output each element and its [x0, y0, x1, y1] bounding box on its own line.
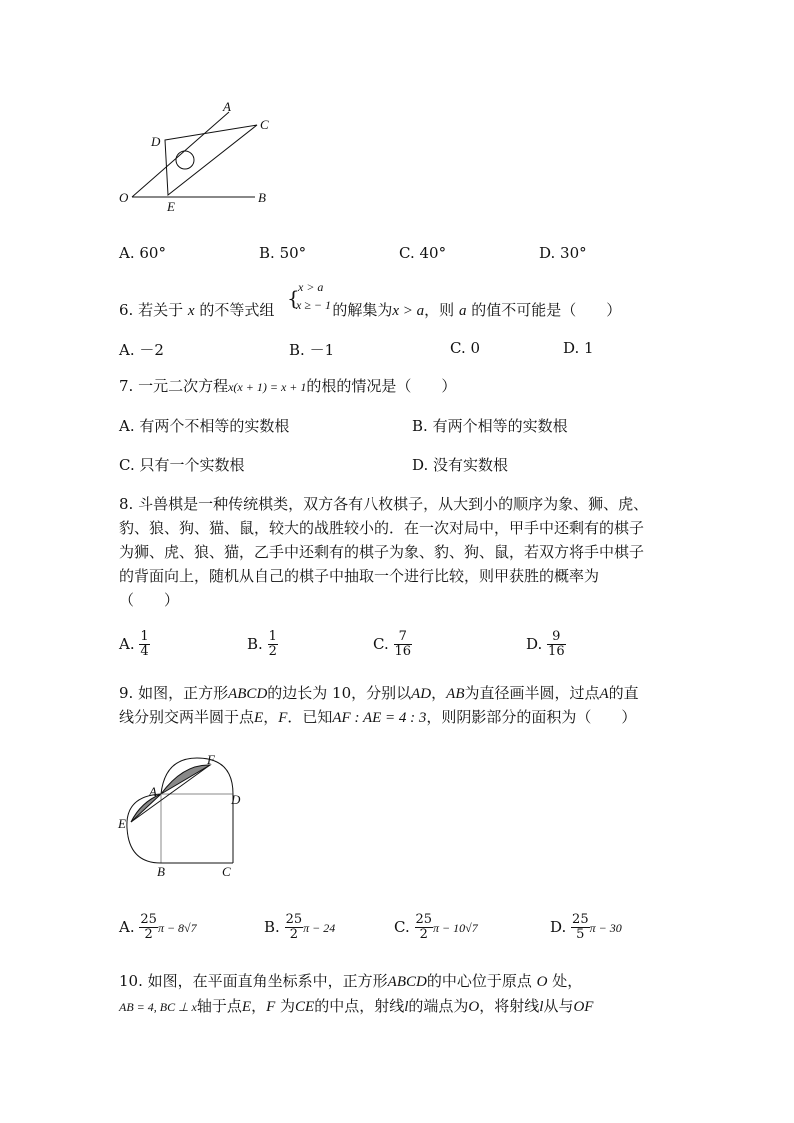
- q8-stem-line4: 的背面向上，随机从自己的棋子中抽取一个进行比较，则甲获胜的概率为: [119, 567, 600, 585]
- q8-stem-line2: 豹、狼、狗、猫、鼠，较大的战胜较小的．在一次对局中，甲手中还剩有的棋子: [119, 519, 645, 537]
- label-O: O: [119, 190, 129, 205]
- q10-stem-line2: AB = 4, BC ⊥ x轴于点E，F 为CE的中点，射线l的端点为O，将射线l从与OF: [119, 997, 594, 1015]
- label-D: D: [231, 792, 241, 807]
- q5-option-b: B. 50°: [259, 244, 307, 262]
- q9-option-d: D. $\frac{25}{5}$ π − 30: [550, 912, 622, 943]
- q6-system-line2: x ≥ − 1: [296, 298, 332, 312]
- q8-stem-line1: 8. 斗兽棋是一种传统棋类，双方各有八枚棋子，从大到小的顺序为象、狮、虎、: [119, 495, 649, 513]
- q5-option-c: C. 40°: [399, 244, 447, 262]
- q9-stem-line2: 线分别交两半圆于点E，F．已知AF : AE = 4 : 3，则阴影部分的面积为（ ）: [119, 708, 637, 726]
- q9-stem-line1: 9. 如图，正方形ABCD的边长为 10，分别以AD，AB为直径画半圆，过点A的直: [119, 684, 639, 702]
- q9-option-c: C. $\frac{25}{2}$ π − 10√7: [394, 912, 478, 943]
- q6-option-b: B. －1: [289, 341, 335, 359]
- q8-option-d: D. $\frac{9}{16}$: [526, 629, 565, 660]
- q6-stem: 6. 若关于 x 的不等式组 的解集为x > a，则 a 的值不可能是（ ）: [119, 301, 622, 319]
- q10-stem-line1: 10. 如图，在平面直角坐标系中，正方形ABCD的中心位于原点 O 处，: [119, 972, 583, 990]
- label-F: F: [207, 752, 215, 767]
- q8-option-c: C. $\frac{7}{16}$: [373, 629, 412, 660]
- q5-option-d: D. 30°: [539, 244, 587, 262]
- q5-option-a: A. 60°: [119, 244, 166, 262]
- q7-option-b: B. 有两个相等的实数根: [412, 417, 568, 435]
- q6-system-line1: x > a: [298, 280, 324, 294]
- figure-angle-triangle: [110, 95, 290, 215]
- q6-option-a: A. －2: [119, 341, 164, 359]
- label-E: E: [167, 199, 175, 214]
- label-B: B: [157, 864, 165, 879]
- label-B: B: [258, 190, 266, 205]
- q8-stem-line3: 为狮、虎、狼、猫，乙手中还剩有的棋子为象、豹、狗、鼠，若双方将手中棋子: [119, 543, 645, 561]
- q7-option-c: C. 只有一个实数根: [119, 456, 245, 474]
- q8-answer-paren: （ ）: [119, 591, 180, 609]
- q8-option-b: B. $\frac{1}{2}$: [247, 629, 277, 660]
- q6-brace: {: [287, 286, 300, 310]
- label-A: A: [223, 99, 231, 114]
- figure-square-semicircles: [115, 750, 250, 880]
- label-C: C: [260, 117, 269, 132]
- q6-option-d: D. 1: [563, 339, 594, 357]
- q7-stem: 7. 一元二次方程x(x + 1) = x + 1的根的情况是（ ）: [119, 377, 457, 395]
- q9-option-b: B. $\frac{25}{2}$ π − 24: [264, 912, 336, 943]
- q9-option-a: A. $\frac{25}{2}$ π − 8√7: [119, 912, 197, 943]
- label-E: E: [118, 816, 126, 831]
- q8-option-a: A. $\frac{1}{4}$: [119, 629, 149, 660]
- q7-option-a: A. 有两个不相等的实数根: [119, 417, 290, 435]
- label-D: D: [151, 134, 161, 149]
- label-C: C: [222, 864, 231, 879]
- q7-option-d: D. 没有实数根: [412, 456, 509, 474]
- q6-option-c: C. 0: [450, 339, 481, 357]
- label-A: A: [149, 784, 157, 799]
